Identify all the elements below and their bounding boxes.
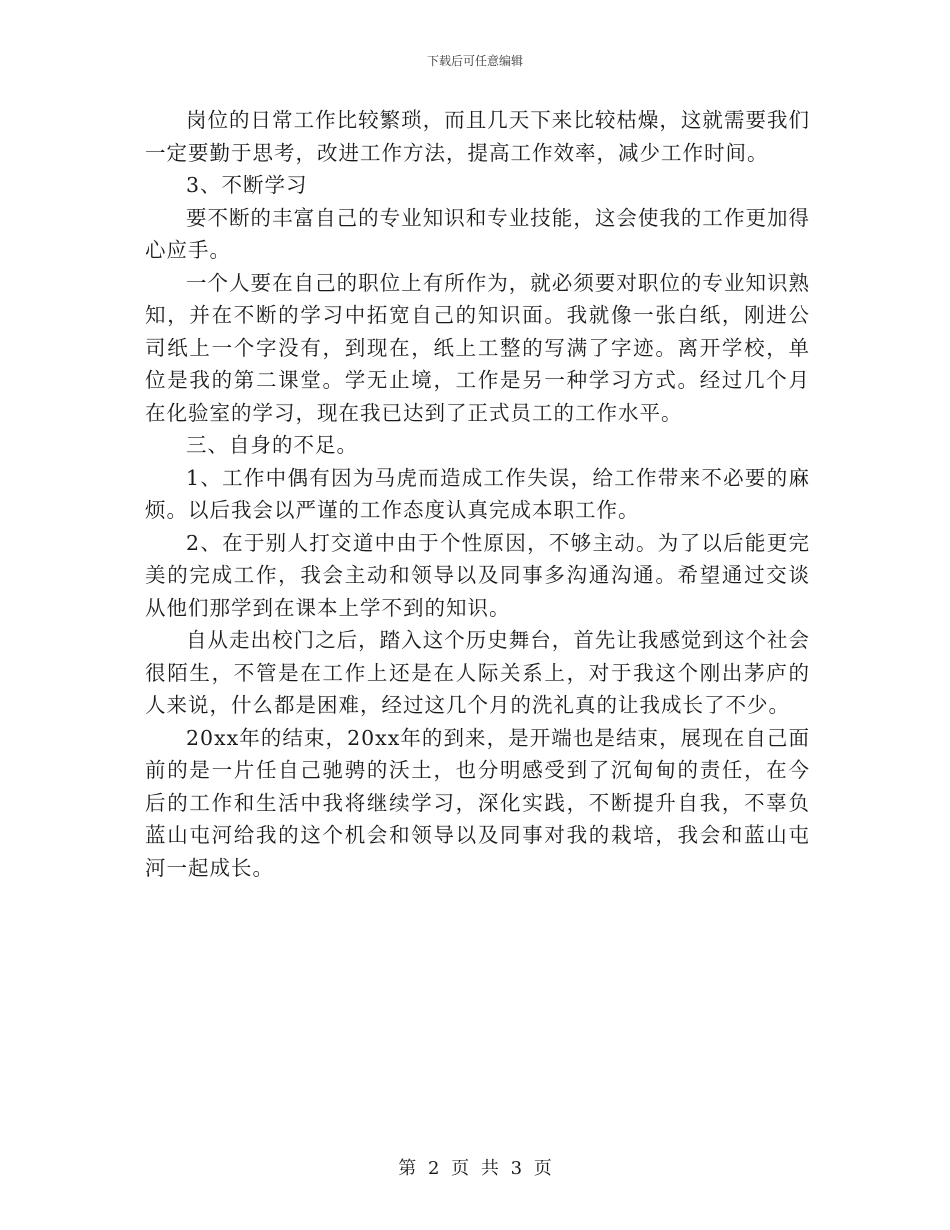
paragraph: 一个人要在自己的职位上有所作为，就必须要对职位的专业知识熟知，并在不断的学习中拓宽自己的知识面。我就像一张白纸，刚进公司纸上一个字没有，到现在，纸上工整的写满了字迹。离开学校，单位是我的第二课堂。学无止境，工作是另一种学习方式。经过几个月在化验室的学习，现在我已达到了正式员工的工作水平。	[145, 270, 810, 425]
page-header: 下载后可任意编辑	[426, 54, 523, 68]
page-number: 第 2 页 共 3 页	[398, 1158, 552, 1179]
paragraph: 要不断的丰富自己的专业知识和专业技能，这会使我的工作更加得心应手。	[145, 205, 810, 262]
paragraph: 2、在于别人打交道中由于个性原因，不够主动。为了以后能更完美的完成工作，我会主动和领导以及同事多沟通沟通。希望通过交谈从他们那学到在课本上学不到的知识。	[145, 530, 810, 620]
paragraph: 自从走出校门之后，踏入这个历史舞台，首先让我感觉到这个社会很陌生，不管是在工作上还是在人际关系上，对于我这个刚出茅庐的人来说，什么都是困难，经过这几个月的洗礼真的让我成长了不少。	[145, 628, 810, 717]
section-heading: 3、不断学习	[186, 173, 308, 197]
document-body	[145, 104, 810, 884]
paragraph: 1、工作中偶有因为马虎而造成工作失误，给工作带来不必要的麻烦。以后我会以严谨的工作态度认真完成本职工作。	[145, 465, 810, 522]
paragraph: 岗位的日常工作比较繁琐，而且几天下来比较枯燥，这就需要我们一定要勤于思考，改进工作方法，提高工作效率，减少工作时间。	[145, 108, 810, 165]
section-heading: 三、自身的不足。	[186, 433, 358, 457]
paragraph: 20xx年的结束，20xx年的到来，是开端也是结束，展现在自己面前的是一片任自己驰骋的沃土，也分明感受到了沉甸甸的责任，在今后的工作和生活中我将继续学习，深化实践，不断提升自我，不辜负蓝山屯河给我的这个机会和领导以及同事对我的栽培，我会和蓝山屯河一起成长。	[145, 725, 810, 880]
